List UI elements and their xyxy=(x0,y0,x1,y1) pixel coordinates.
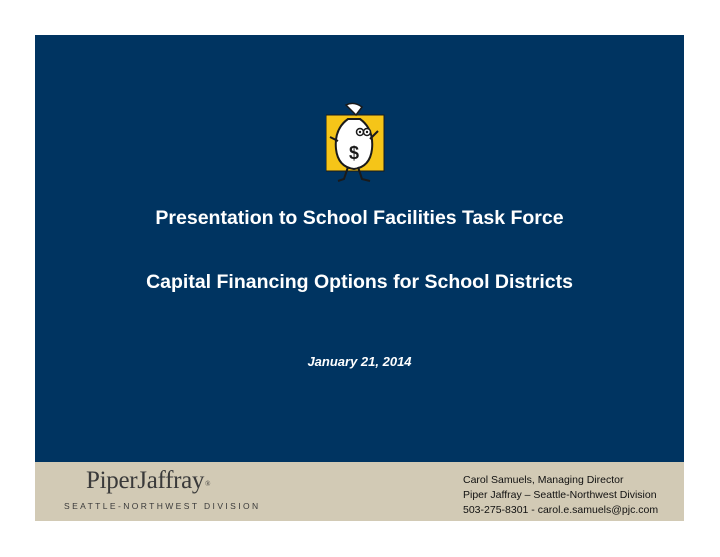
logo-name-text: PiperJaffray xyxy=(86,467,205,494)
company-logo xyxy=(86,467,210,495)
registered-mark: ® xyxy=(205,480,211,488)
money-bag-mascot-icon xyxy=(326,101,388,187)
logo-division-text: SEATTLE-NORTHWEST DIVISION xyxy=(64,501,261,511)
dollar-symbol: $ xyxy=(348,143,360,163)
contact-company: Piper Jaffray – Seattle-Northwest Division xyxy=(463,489,657,501)
slide-subtitle: Capital Financing Options for School Districts xyxy=(146,271,573,293)
contact-name: Carol Samuels, Managing Director xyxy=(463,474,624,486)
slide-title: Presentation to School Facilities Task Force xyxy=(155,207,564,229)
contact-block xyxy=(463,473,658,518)
slide-date: January 21, 2014 xyxy=(307,354,412,369)
contact-phone-email: 503-275-8301 - carol.e.samuels@pjc.com xyxy=(463,504,659,516)
